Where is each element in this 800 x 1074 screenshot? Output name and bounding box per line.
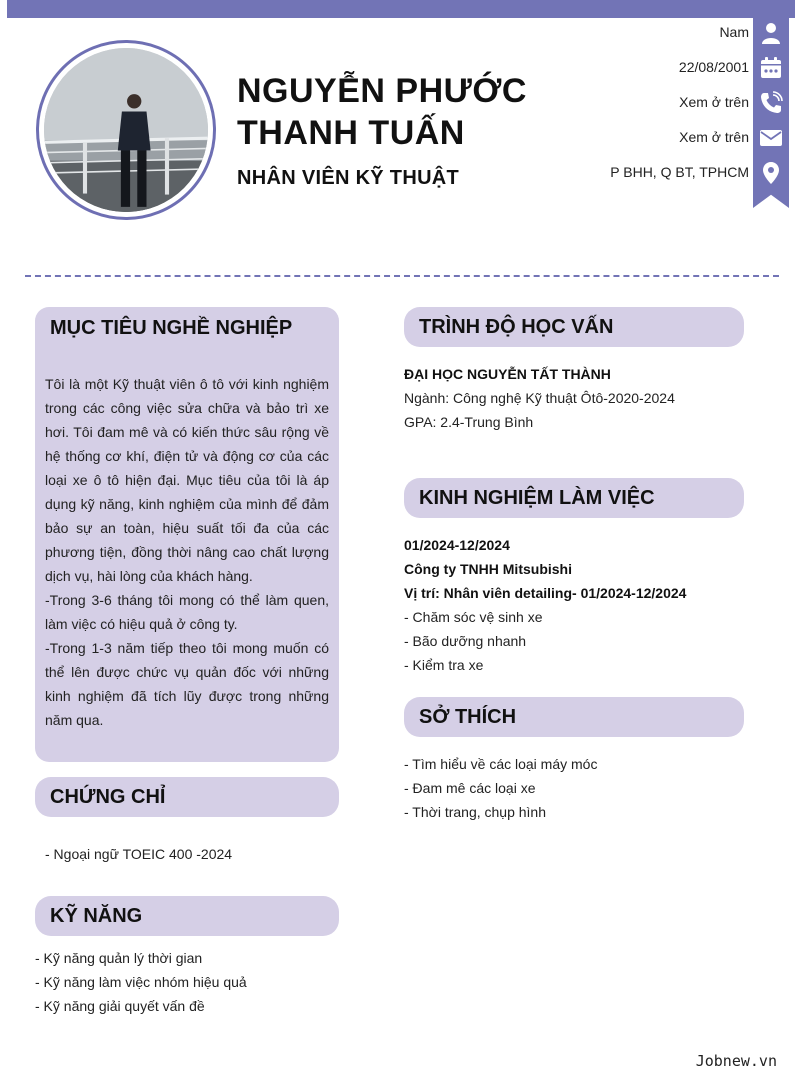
certificate-item: - Ngoại ngữ TOEIC 400 -2024 bbox=[45, 846, 233, 862]
profile-photo bbox=[44, 48, 208, 212]
header-divider bbox=[25, 275, 779, 277]
certificates-list bbox=[45, 842, 232, 866]
job-title: NHÂN VIÊN KỸ THUẬT bbox=[237, 167, 460, 189]
calendar-icon bbox=[759, 56, 783, 80]
objective-section bbox=[35, 307, 339, 762]
experience-content bbox=[404, 533, 686, 677]
education-school: ĐẠI HỌC NGUYỄN TẤT THÀNH bbox=[404, 366, 611, 382]
hobbies-title: SỞ THÍCH bbox=[404, 697, 744, 737]
contact-icon-strip bbox=[753, 18, 789, 208]
experience-title: KINH NGHIỆM LÀM VIỆC bbox=[404, 478, 744, 518]
experience-task: - Kiểm tra xe bbox=[404, 657, 484, 673]
hobby-item: - Đam mê các loại xe bbox=[404, 780, 536, 796]
contact-birthday: 22/08/2001 bbox=[678, 59, 749, 75]
hobby-item: - Tìm hiểu về các loại máy móc bbox=[404, 756, 598, 772]
experience-task: - Bão dưỡng nhanh bbox=[404, 633, 527, 649]
hobby-item: - Thời trang, chụp hình bbox=[404, 804, 547, 820]
education-major: Ngành: Công nghệ Kỹ thuật Ôtô-2020-2024 bbox=[404, 390, 675, 406]
experience-company: Công ty TNHH Mitsubishi bbox=[404, 561, 572, 577]
education-title: TRÌNH ĐỘ HỌC VẤN bbox=[404, 307, 744, 347]
objective-paragraph: -Trong 3-6 tháng tôi mong có thể làm quen, làm việc có hiệu quả ở công ty. bbox=[45, 592, 329, 632]
education-content bbox=[404, 362, 675, 434]
person-icon bbox=[759, 21, 783, 45]
hobbies-list bbox=[404, 752, 597, 824]
objective-paragraph: -Trong 1-3 năm tiếp theo tôi mong muốn có thể lên được chức vụ quản đốc với những kinh nghiệm đã tích lũy được trong những năm qua. bbox=[45, 640, 329, 728]
contact-address: P BHH, Q BT, TPHCM bbox=[610, 164, 749, 180]
avatar bbox=[36, 40, 216, 220]
location-pin-icon bbox=[759, 161, 783, 185]
envelope-icon bbox=[759, 126, 783, 150]
skills-title: KỸ NĂNG bbox=[35, 896, 339, 936]
contact-list bbox=[610, 15, 749, 190]
certificates-title: CHỨNG CHỈ bbox=[35, 777, 339, 817]
skill-item: - Kỹ năng quản lý thời gian bbox=[35, 950, 203, 966]
skills-list bbox=[35, 946, 247, 1018]
candidate-name bbox=[237, 70, 527, 154]
experience-position: Vị trí: Nhân viên detailing- 01/2024-12/2024 bbox=[404, 585, 687, 601]
objective-text bbox=[45, 372, 329, 732]
phone-icon bbox=[759, 91, 783, 115]
experience-task: - Chăm sóc vệ sinh xe bbox=[404, 609, 543, 625]
skill-item: - Kỹ năng giải quyết vấn đề bbox=[35, 998, 205, 1014]
education-gpa: GPA: 2.4-Trung Bình bbox=[404, 414, 534, 430]
contact-gender: Nam bbox=[719, 24, 749, 40]
contact-email: Xem ở trên bbox=[679, 129, 749, 145]
objective-paragraph: Tôi là một Kỹ thuật viên ô tô với kinh nghiệm trong các công việc sửa chữa và bảo trì xe hơi. Tôi đam mê và có kiến thức sâu rộng về hệ thống cơ khí, điện tử và động cơ của các loại xe ô tô hiện đại. Mục tiêu của tôi là áp dụng kỹ năng, kinh nghiệm của mình để đảm bảo sự an toàn, hiệu suất tối đa của các phương tiện, đồng thời nâng cao chất lượng dịch vụ, hài lòng của khách hàng. bbox=[45, 376, 329, 584]
objective-title: MỤC TIÊU NGHỀ NGHIỆP bbox=[50, 317, 293, 339]
experience-period: 01/2024-12/2024 bbox=[404, 537, 510, 553]
footer-brand: Jobnew.vn bbox=[695, 1052, 777, 1070]
name-line-2: THANH TUẤN bbox=[237, 114, 465, 152]
contact-phone: Xem ở trên bbox=[679, 94, 749, 110]
name-line-1: NGUYỄN PHƯỚC bbox=[237, 72, 527, 110]
skill-item: - Kỹ năng làm việc nhóm hiệu quả bbox=[35, 974, 247, 990]
